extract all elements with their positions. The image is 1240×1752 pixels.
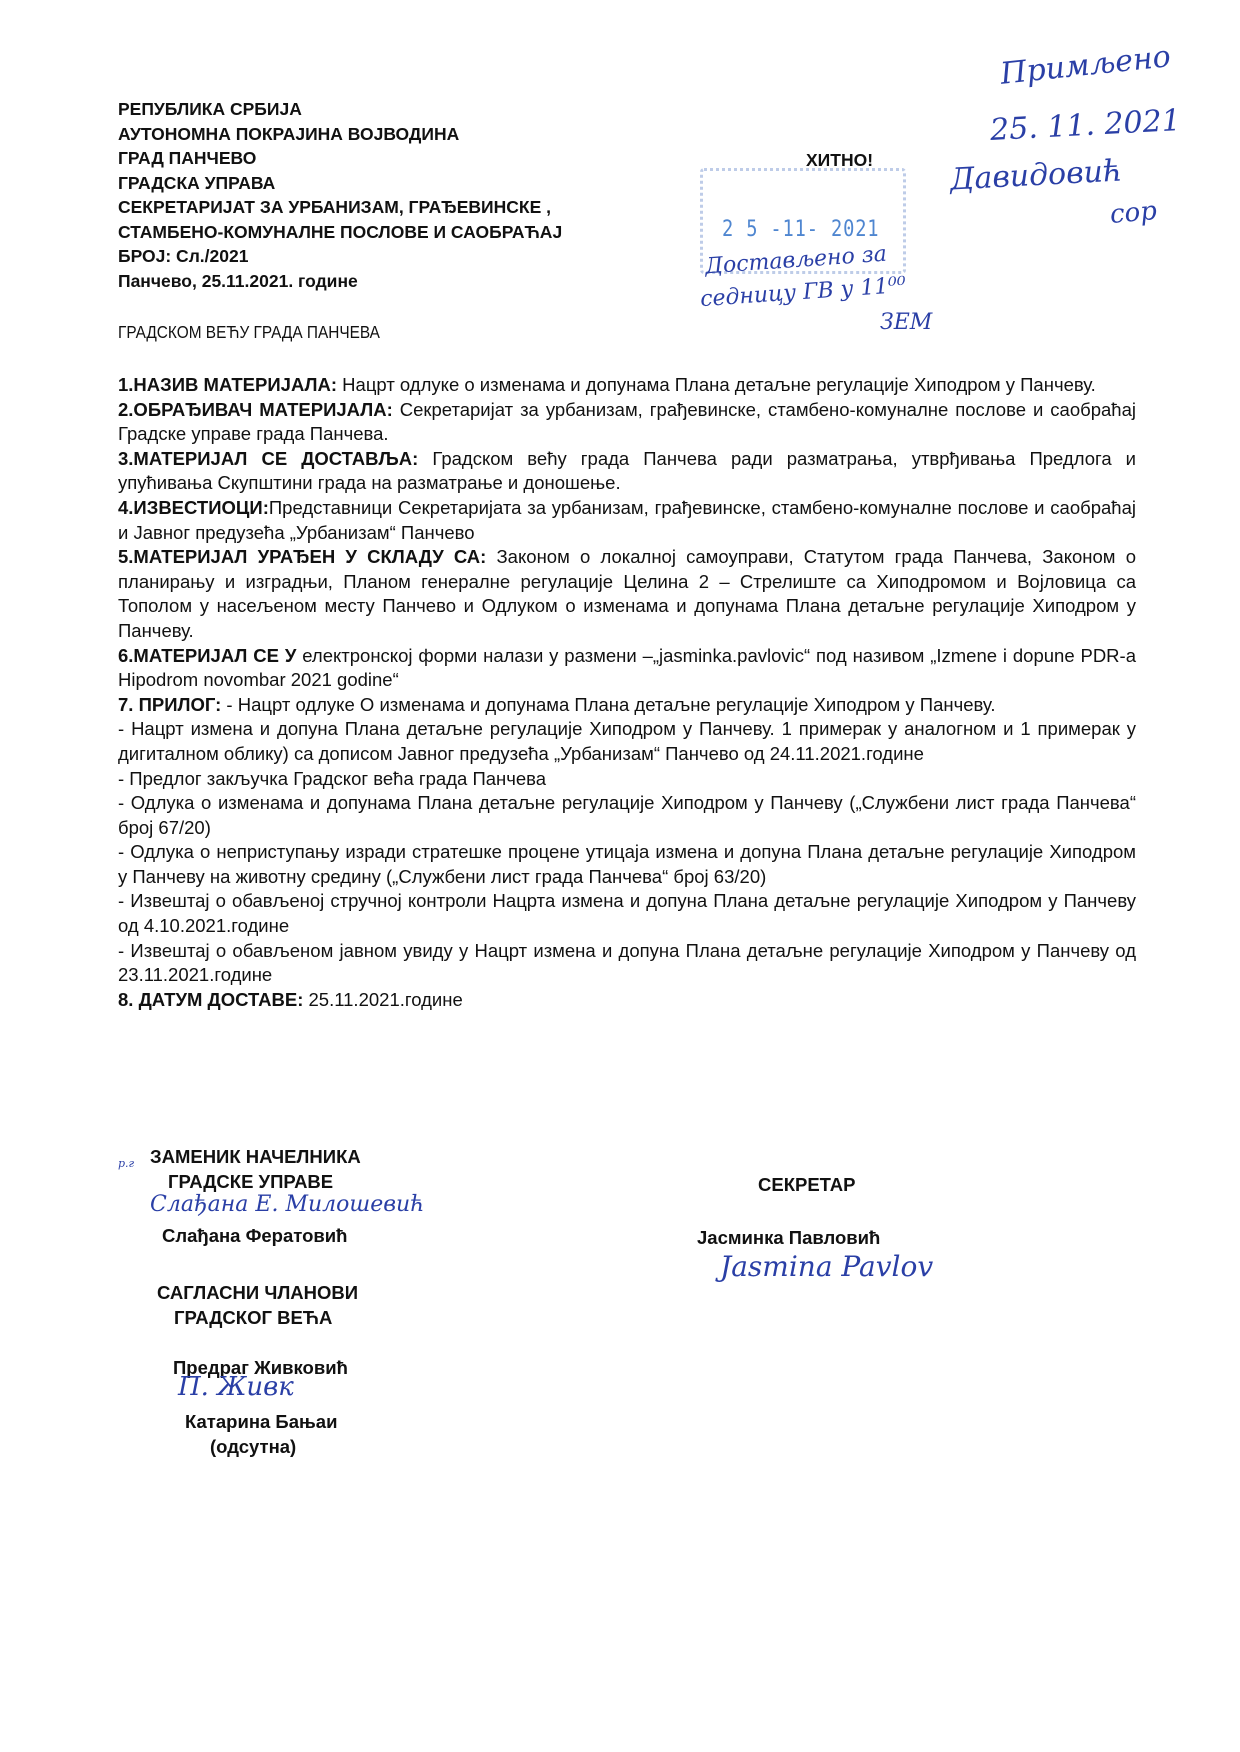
margin-note-name: Давидовић — [949, 153, 1124, 198]
item-text: електронској форми налази у размени –„jasminka.pavlovic“ под називом „Izmene i dopune PDR-a Hipodrom novombar 2021 godine“ — [118, 644, 1136, 691]
urgent-label: ХИТНО! — [806, 150, 874, 170]
item-text: Нацрт одлуке о изменама и допунама Плана детаљне регулације Хиподром у Панчеву. — [337, 374, 1096, 395]
document-number: БРОЈ: Сл./2021 — [118, 246, 249, 266]
stamp-date: 2 5 -11- 2021 — [722, 217, 880, 242]
attachment-item: - Извештај о обављеном јавном увиду у Нацрт измена и допуна Плана детаљне регулације Хиподром у Панчеву од 23.11.2021.године — [118, 939, 1136, 986]
item-7 — [118, 693, 1136, 718]
item-label: 5.МАТЕРИЈАЛ УРАЂЕН У СКЛАДУ СА: — [118, 546, 487, 568]
attachment-item: - Одлука о неприступању изради стратешке процене утицаја измена и допуна Плана детаљне регулације Хиподром у Панчеву на животну средину („Службени лист града Панчева“ број 63/20) — [118, 841, 1136, 887]
item-label: 1.НАЗИВ МАТЕРИЈАЛА: — [118, 374, 338, 395]
item-1 — [118, 373, 1136, 398]
stamp-handwriting: седницу ГВ у 11⁰⁰ — [699, 272, 907, 313]
item-2 — [118, 398, 1136, 447]
council-title-2: ГРАДСКОГ ВЕЋА — [174, 1307, 333, 1328]
item-text: - Нацрт одлуке О изменама и допунама Плана детаљне регулације Хиподром у Панчеву. — [221, 693, 996, 715]
secretary-title: СЕКРЕТАР — [758, 1174, 856, 1195]
item-5 — [118, 545, 1136, 643]
letterhead — [118, 97, 562, 293]
addressee: ГРАДСКОМ ВЕЋУ ГРАДА ПАНЧЕВА — [118, 322, 380, 342]
item-6 — [118, 644, 1136, 693]
letterhead-line: АУТОНОМНА ПОКРАЈИНА ВОЈВОДИНА — [118, 123, 460, 144]
item-4 — [118, 496, 1136, 545]
attachment-item: - Одлука о изменама и допунама Плана детаљне регулације Хиподром у Панчеву („Службени лист града Панчева“ број 67/20) — [118, 792, 1136, 838]
per-order-mark: р.г — [118, 1157, 135, 1170]
item-label: 7. ПРИЛОГ: — [118, 693, 222, 715]
item-text: Представници Секретаријата за урбанизам, грађевинске, стамбено-комуналне послове и саобраћај и Јавног предузећа „Урбанизам“ Панчево — [118, 496, 1136, 543]
item-text: Секретаријат за урбанизам, грађевинске, стамбено-комуналне послове и саобраћај Градске управе града Панчева. — [118, 398, 1136, 445]
letterhead-line: ГРАДСКА УПРАВА — [118, 172, 276, 193]
letterhead-line: СТАМБЕНО-КОМУНАЛНЕ ПОСЛОВЕ И САОБРАЋАЈ — [118, 221, 563, 242]
stamp-handwriting: Достављено за — [704, 241, 888, 280]
secretary-signature: Jasmina Pavlov — [720, 1250, 934, 1283]
secretary-name: Јасминка Павловић — [697, 1227, 881, 1248]
document-date: Панчево, 25.11.2021. године — [118, 270, 358, 291]
delivery-date — [118, 988, 1136, 1013]
attachment-item: - Извештај о обављеној стручној контроли Нацрта измена и допуна Плана детаљне регулације Хиподром у Панчеву од 4.10.2021.године — [118, 890, 1136, 937]
stamp-initials: ЗЕМ — [880, 310, 933, 335]
margin-note-date: 25. 11. 2021 — [989, 103, 1182, 148]
deputy-signature: Слађана Е. Милошевић — [150, 1192, 425, 1217]
council-member-1: Предраг Живковић — [173, 1357, 348, 1378]
item-label: 2.ОБРАЂИВАЧ МАТЕРИЈАЛА: — [118, 398, 393, 420]
document-body — [118, 373, 1136, 1012]
item-text: Законом о локалној самоуправи, Статутом града Панчева, Законом о планирању и изградњи, Планом генералне регулације Целина 2 – Стрелиште са Хиподромом и Војловица са Тополом у насељеном месту Панчево и Одлуком о изменама и допунама Плана детаљне регулације Хиподром у Панчеву. — [118, 546, 1136, 641]
deputy-title-2: ГРАДСКЕ УПРАВЕ — [168, 1171, 334, 1192]
letterhead-line: СЕКРЕТАРИЈАТ ЗА УРБАНИЗАМ, ГРАЂЕВИНСКЕ , — [118, 197, 551, 217]
letterhead-line: ГРАД ПАНЧЕВО — [118, 148, 257, 168]
attachment-item: - Нацрт измена и допуна Плана детаљне регулације Хиподром у Панчеву. 1 примерак у аналогном и 1 примерак у дигиталном облику) са дописом Јавног предузећа „Урбанизам“ Панчево од 24.11.2021.године — [118, 718, 1136, 764]
margin-note-initials: сор — [1108, 196, 1159, 230]
item-label: 8. ДАТУМ ДОСТАВЕ: — [118, 988, 304, 1010]
council-member-2-status: (одсутна) — [210, 1436, 297, 1457]
letterhead-line: РЕПУБЛИКА СРБИЈА — [118, 99, 302, 119]
deputy-name: Слађана Ферaтовић — [162, 1225, 348, 1246]
council-member-2: Катарина Бањаи — [185, 1411, 338, 1432]
item-3 — [118, 447, 1136, 496]
item-label: 6.МАТЕРИЈАЛ СЕ У — [118, 644, 297, 666]
council-title: САГЛАСНИ ЧЛАНОВИ — [157, 1282, 359, 1303]
attachment-item: - Предлог закључка Градског већа града Панчева — [118, 767, 547, 789]
item-label: 3.МАТЕРИЈАЛ СЕ ДОСТАВЉА: — [118, 447, 419, 469]
deputy-title: ЗАМЕНИК НАЧЕЛНИКА — [150, 1146, 361, 1167]
item-text: Градском већу града Панчева ради разматрања, утврђивања Предлога и упућивања Скупштини града на разматрање и доношење. — [118, 447, 1137, 494]
council-member-1-signature: П. Живк — [178, 1372, 294, 1402]
item-text: 25.11.2021.године — [303, 988, 463, 1010]
item-label: 4.ИЗВЕСТИОЦИ: — [118, 496, 269, 518]
margin-note: Примљено — [998, 39, 1173, 92]
